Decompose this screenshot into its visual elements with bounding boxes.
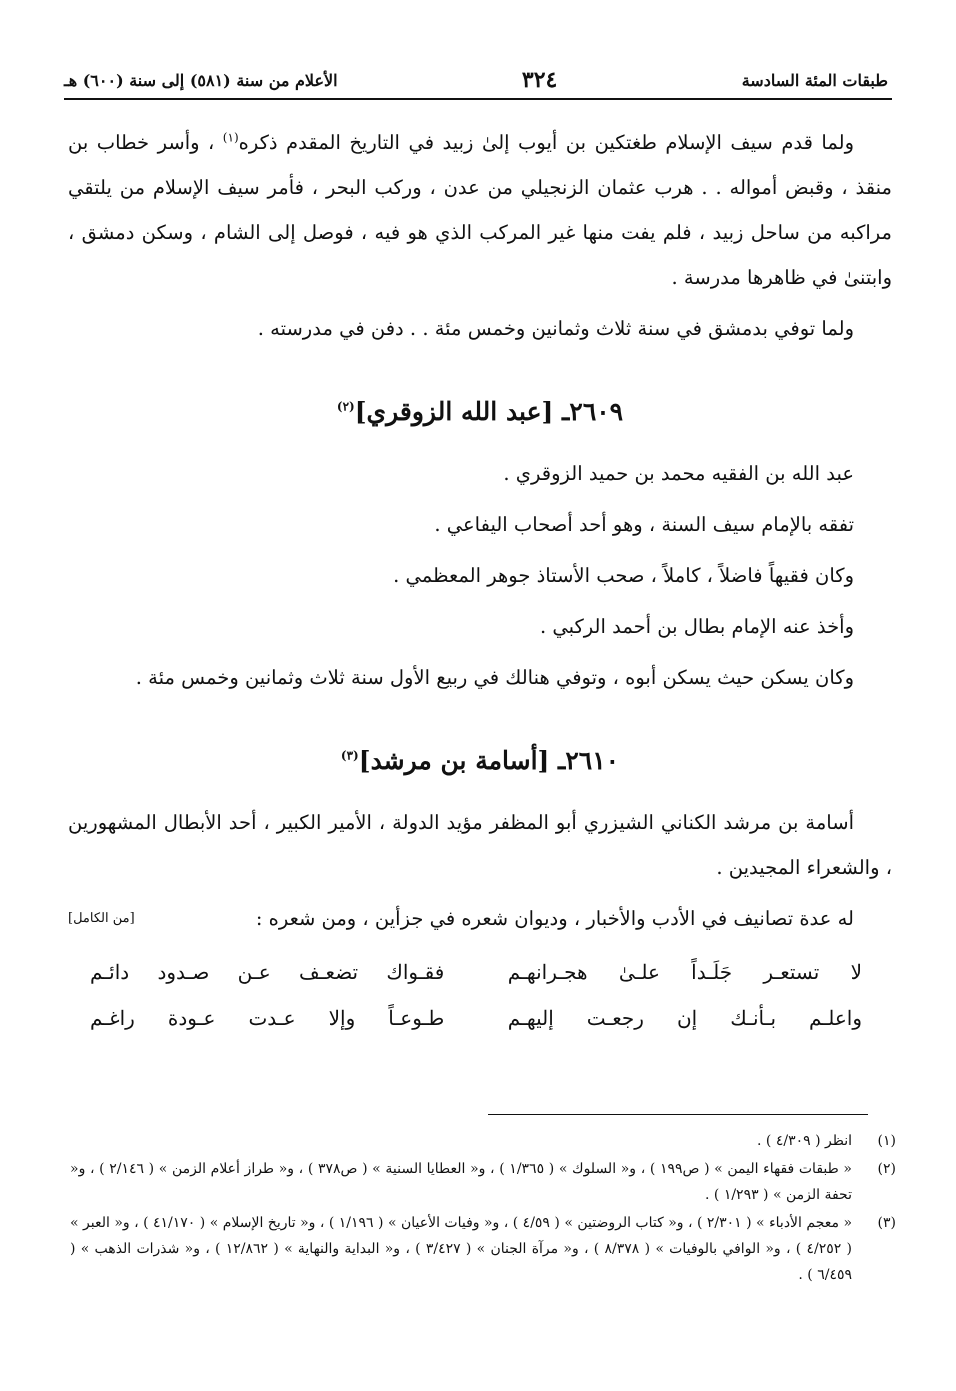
footnote	[70, 1128, 896, 1154]
entry-title-text: ٢٦٠٩ـ [عبد الله الزوقري]	[354, 397, 624, 426]
footnote	[70, 1156, 896, 1208]
paragraph-text-tail: ، وأسر خطاب بن منقذ ، وقبض أمواله . . هرب عثمان الزنجيلي من عدن ، وركب البحر ، فأمر سيف الإسلام من يلتقي مراكبه من ساحل زبيد ، فلم يفت منها غير المركب الذي هو فيه ، فوصل إلى الشام ، وسكن دمشق ، وابتنىٰ في ظاهرها مدرسة .	[68, 131, 892, 289]
entry-2610-paragraph: أسامة بن مرشد الكناني الشيزري أبو المظفر مؤيد الدولة ، الأمير الكبير ، أحد الأبطال المشهورين ، والشعراء المجيدين .	[68, 811, 892, 879]
poetry-intro	[68, 896, 892, 941]
entry-2609-paragraph: وأخذ عنه الإمام بطال بن أحمد الركبي .	[539, 615, 854, 638]
page-number: ٣٢٤	[521, 67, 558, 93]
running-head-range: الأعلام من سنة (٥٨١) إلى سنة (٦٠٠) هـ	[64, 70, 338, 90]
hemistich-first: لا تستعـر جَلَـداً علـىٰ هجـرانهـم	[507, 960, 862, 984]
verse-line	[68, 949, 892, 995]
hemistich-second: فقـواك تضعـف عـن صـدود دائـم	[90, 960, 445, 984]
paragraph-text: ولما قدم سيف الإسلام طغتكين بن أيوب إلىٰ زبيد في التاريخ المقدم ذكره	[238, 131, 855, 154]
verse-line	[68, 995, 892, 1041]
footnote-text: انظر ( ٤/٣٠٩ ) .	[757, 1133, 852, 1149]
entry-2609-paragraph: عبد الله بن الفقيه محمد بن حميد الزوقري .	[503, 462, 854, 485]
footnote-ref-1: (١)	[222, 130, 239, 145]
entry-title-2609	[68, 387, 892, 437]
footnote-rule	[488, 1114, 868, 1115]
footnote	[70, 1210, 896, 1288]
footnote-number: (٣)	[877, 1215, 896, 1231]
entry-title-2610	[68, 736, 892, 786]
footnote-text: « معجم الأدباء » ( ٢/٣٠١ ) ، و« كتاب الروضتين » ( ٤/٥٩ ) ، و« وفيات الأعيان » ( ١/١٩٦ ) ، و« تاريخ الإسلام » ( ٤١/١٧٠ ) ، و« العبر » ( ٤/٢٥٢ ) ، و« الوافي بالوفيات » ( ٨/٣٧٨ ) ، و« مرآة الجنان » ( ٣/٤٢٧ ) ، و« البداية والنهاية » ( ١٢/٨٦٢ ) ، و« شذرات الذهب » ( ٦/٤٥٩ ) .	[70, 1215, 853, 1283]
header-rule	[64, 98, 892, 100]
footnote-ref-2: (٢)	[336, 399, 355, 414]
footnote-ref-3: (٣)	[340, 748, 359, 763]
running-head-section: طبقات المئة السادسة	[741, 70, 888, 90]
running-head	[64, 62, 888, 98]
hemistich-first: واعلـم بـأنـك إن رجعـت إليهـم	[507, 1006, 862, 1030]
footnotes	[70, 1128, 896, 1290]
poem	[68, 949, 892, 1041]
footnote-number: (١)	[877, 1133, 896, 1149]
entry-2609-paragraph: وكان فقيهاً فاضلاً ، كاملاً ، صحب الأستاذ جوهر المعظمي .	[393, 564, 854, 587]
entry-title-text: ٢٦١٠ـ [أسامة بن مرشد]	[358, 746, 620, 775]
footnote-number: (٢)	[877, 1161, 896, 1177]
poetry-intro-text: له عدة تصانيف في الأدب والأخبار ، وديوان شعره في جزأين ، ومن شعره :	[255, 907, 854, 930]
entry-2609-paragraph: وكان يسكن حيث يسكن أبوه ، وتوفي هنالك في ربيع الأول سنة ثلاث وثمانين وخمس مئة .	[135, 666, 854, 689]
paragraph-death: ولما توفي بدمشق في سنة ثلاث وثمانين وخمس مئة . . دفن في مدرسته .	[257, 317, 854, 340]
hemistich-second: طـوعـاً وإلا عـدت عـودة راغـم	[90, 1006, 445, 1030]
main-text	[68, 120, 892, 1041]
entry-2609-paragraph: تفقه بالإمام سيف السنة ، وهو أحد أصحاب اليفاعي .	[434, 513, 854, 536]
footnote-text: « طبقات فقهاء اليمن » ( ص١٩٩ ) ، و« السلوك » ( ١/٣٦٥ ) ، و« العطايا السنية » ( ص٣٧٨ ) ، و« طراز أعلام الزمن » ( ٢/١٤٦ ) ، و« تحفة الزمن » ( ١/٢٩٣ ) .	[70, 1161, 852, 1203]
meter-label: [من الكامل]	[68, 911, 135, 926]
paragraph-saif-al-islam	[68, 120, 892, 300]
